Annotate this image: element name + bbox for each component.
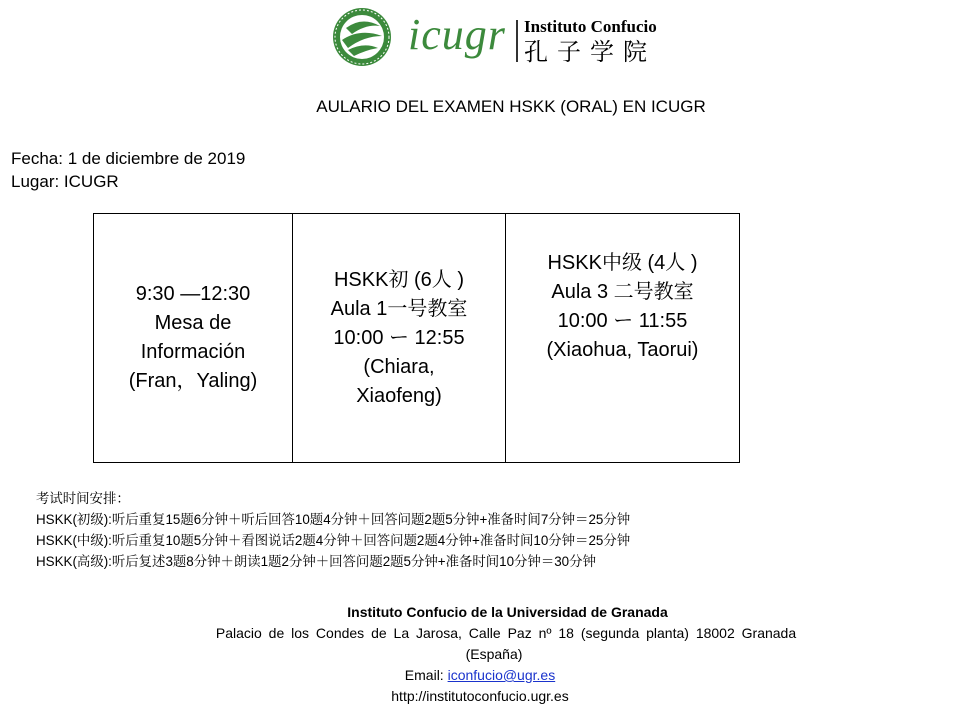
cell-line: Xiaofeng) <box>356 384 442 407</box>
arrangement-line-intermediate: HSKK(中级):听后重复10题5分钟＋看图说话2题4分钟＋回答问题2题4分钟+准备时间10分钟＝25分钟 <box>36 533 631 548</box>
arrangement-line-basic: HSKK(初级):听后重复15题6分钟＋听后回答10题4分钟＋回答问题2题5分钟+准备时间7分钟＝25分钟 <box>36 512 631 527</box>
footer-country: (España) <box>465 646 523 662</box>
cell-line: 9:30 —12:30 <box>135 283 251 305</box>
exam-meta <box>11 147 245 193</box>
email-label: Email: <box>404 667 444 683</box>
schedule-cell-info <box>94 214 293 463</box>
schedule-cell-hskk-basic <box>293 214 506 463</box>
confucius-seal-icon <box>322 6 402 68</box>
cell-line: (Chiara, <box>363 355 435 378</box>
schedule-cell-hskk-intermediate <box>506 214 740 463</box>
arrangement-heading: 考试时间安排： <box>36 491 130 506</box>
footer-institute-name: Instituto Confucio de la Universidad de Granada <box>347 604 668 620</box>
cell-line: Aula 3 二号教室 <box>551 281 694 303</box>
institute-logo <box>322 6 692 68</box>
email-link[interactable]: iconfucio@ugr.es <box>447 667 556 683</box>
cell-line: HSKK中级 (4人 ) <box>547 252 698 274</box>
footer-address: Palacio de los Condes de La Jarosa, Calle Paz nº 18 (segunda planta) 18002 Granada <box>215 625 797 641</box>
cell-line: Información <box>140 341 246 363</box>
cell-line: (Xiaohua, Taorui) <box>546 339 699 361</box>
cell-line: 10:00 ー 11:55 <box>557 310 688 332</box>
exam-time-arrangement <box>36 488 630 572</box>
cell-line: HSKK初 (6人 ) <box>333 268 465 291</box>
logo-institute-name: Instituto Confucio <box>524 17 657 36</box>
table-row <box>94 214 740 463</box>
schedule-table <box>93 213 740 463</box>
cell-line: 10:00 ー 12:55 <box>333 326 465 349</box>
exam-place: Lugar: ICUGR <box>11 172 119 191</box>
logo-divider <box>516 20 518 62</box>
logo-brand-text: icugr <box>408 10 506 59</box>
arrangement-line-advanced: HSKK(高级):听后复述3题8分钟＋朗读1题2分钟＋回答问题2题5分钟+准备时间10分钟＝30分钟 <box>36 554 596 569</box>
cell-line: (Fran，Yaling) <box>128 370 258 392</box>
footer-email-line <box>0 665 960 686</box>
exam-date: Fecha: 1 de diciembre de 2019 <box>11 149 246 168</box>
cell-line: Mesa de <box>154 312 232 334</box>
logo-institute-name-zh: 孔子学院 <box>524 38 656 66</box>
cell-line: Aula 1一号教室 <box>330 297 468 320</box>
footer <box>0 602 960 707</box>
footer-website[interactable]: http://institutoconfucio.ugr.es <box>391 688 569 704</box>
page-title: AULARIO DEL EXAMEN HSKK (ORAL) EN ICUGR <box>316 97 706 116</box>
